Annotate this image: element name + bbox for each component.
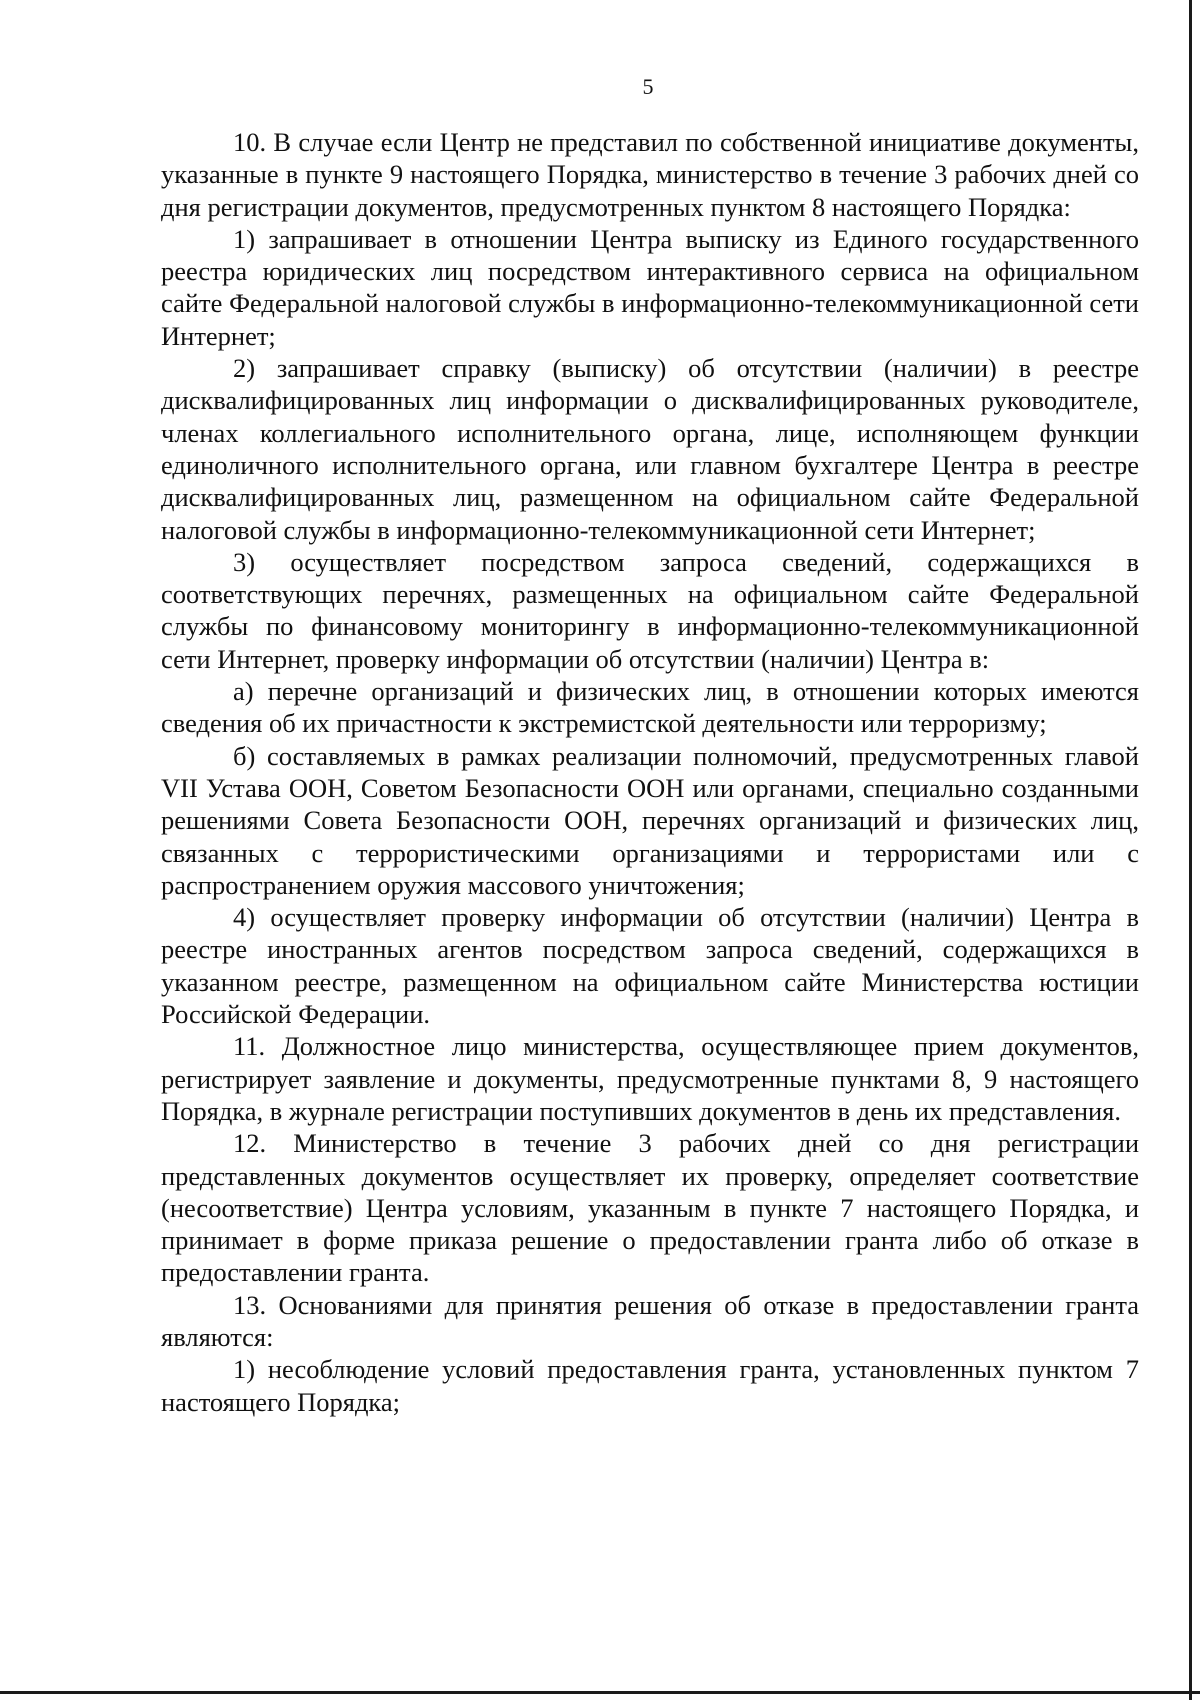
- paragraph-13: 13. Основаниями для принятия решения об отказе в предоставлении гранта являются:: [161, 1289, 1139, 1352]
- document-body: [161, 126, 1139, 1418]
- paragraph-10-item-3-a: а) перечне организаций и физических лиц, в отношении которых имеются сведения об их причастности к экстремистской деятельности или терроризму;: [161, 676, 1139, 739]
- paragraph-10: 10. В случае если Центр не представил по собственной инициативе документы, указанные в пункте 9 настоящего Порядка, министерство в течение 3 рабочих дней со дня регистрации документов, предусмотренных пунктом 8 настоящего Порядка:: [161, 127, 1139, 222]
- paragraph-10-item-3: 3) осуществляет посредством запроса сведений, содержащихся в соответствующих перечнях, размещенных на официальном сайте Федеральной службы по финансовому мониторингу в информационно-телекоммуникационной сети Интернет, проверку информации об отсутствии (наличии) Центра в:: [161, 546, 1139, 674]
- paragraph-12: 12. Министерство в течение 3 рабочих дней со дня регистрации представленных документов осуществляет их проверку, определяет соответствие (несоответствие) Центра условиям, указанным в пункте 7 настоящего Порядка, и принимает в форме приказа решение о предоставлении гранта либо об отказе в предоставлении гранта.: [161, 1128, 1139, 1288]
- paragraph-10-item-4: 4) осуществляет проверку информации об отсутствии (наличии) Центра в реестре иностранных агентов посредством запроса сведений, содержащихся в указанном реестре, размещенном на официальном сайте Министерства юстиции Российской Федерации.: [161, 902, 1139, 1030]
- page-number: 5: [642, 74, 654, 99]
- paragraph-13-item-1: 1) несоблюдение условий предоставления гранта, установленных пунктом 7 настоящего Порядка;: [161, 1354, 1139, 1417]
- paragraph-10-item-1: 1) запрашивает в отношении Центра выписку из Единого государственного реестра юридических лиц посредством интерактивного сервиса на официальном сайте Федеральной налоговой службы в информационно-телекоммуникационной сети Интернет;: [161, 223, 1139, 351]
- paragraph-10-item-2: 2) запрашивает справку (выписку) об отсутствии (наличии) в реестре дисквалифицированных лиц информации о дисквалифицированных руководителе, членах коллегиального исполнительного органа, лице, исполняющем функции единоличного исполнительного органа, или главном бухгалтере Центра в реестре дисквалифицированных лиц, размещенном на официальном сайте Федеральной налоговой службы в информационно-телекоммуникационной сети Интернет;: [161, 353, 1139, 545]
- scan-edge-right: [1189, 0, 1192, 1700]
- paragraph-10-item-3-b: б) составляемых в рамках реализации полномочий, предусмотренных главой VII Устава ООН, Советом Безопасности ООН или органами, специально созданными решениями Совета Безопасности ООН, перечнях организаций и физических лиц, связанных с террористическими организациями и террористами или с распространением оружия массового уничтожения;: [161, 740, 1139, 900]
- paragraph-11: 11. Должностное лицо министерства, осуществляющее прием документов, регистрирует заявление и документы, предусмотренные пунктами 8, 9 настоящего Порядка, в журнале регистрации поступивших документов в день их представления.: [161, 1031, 1139, 1126]
- scan-edge-bottom: [0, 1691, 1200, 1694]
